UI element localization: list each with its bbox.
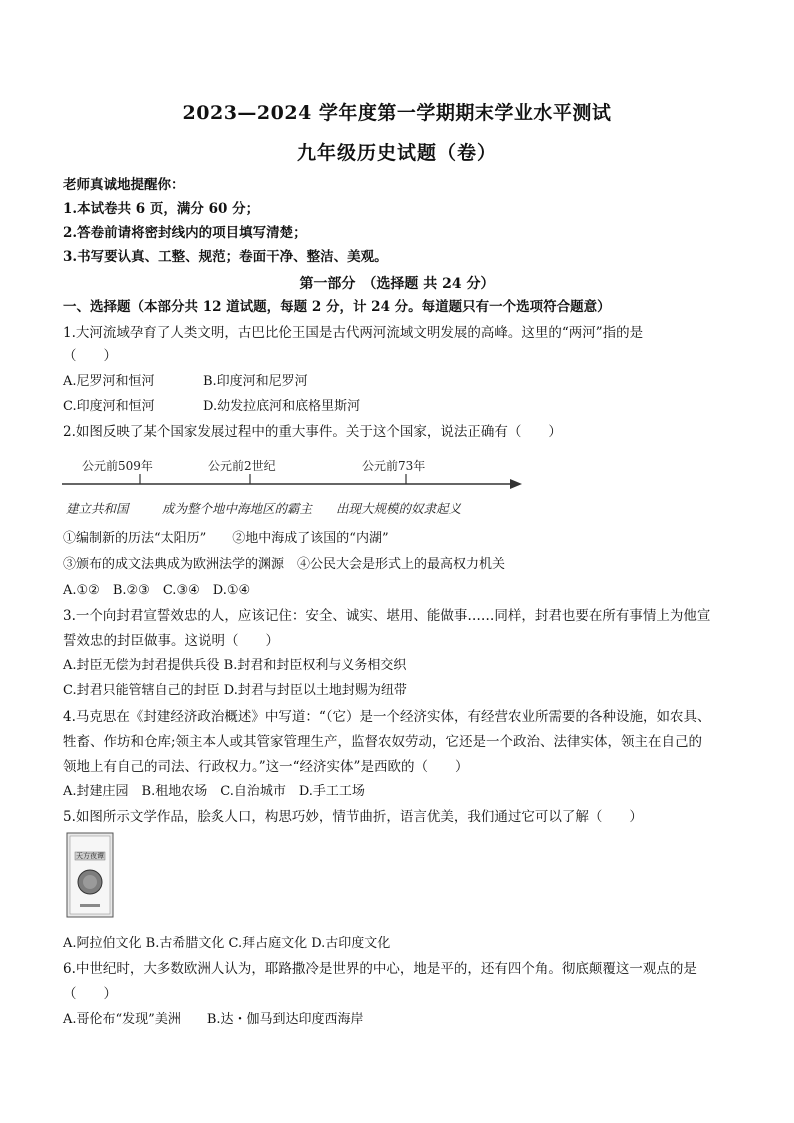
notice-item-3: 3.书写要认真、工整、规范；卷面干净、整洁、美观。 <box>63 249 388 265</box>
q2-statements-2: ③颁布的成文法典成为欧洲法学的渊源 ④公民大会是形式上的最高权力机关 <box>63 557 506 572</box>
q3-options-ab: A.封臣无偿为封君提供兵役 B.封君和封臣权利与义务相交织 <box>63 658 407 673</box>
q6-options: A.哥伦布“发现”美洲 B.达・伽马到达印度西海岸 <box>63 1012 364 1027</box>
timeline-date-3: 公元前73年 <box>362 459 426 473</box>
q1-stem-line1: 1.大河流域孕育了人类文明，古巴比伦王国是古代两河流域文明发展的高峰。这里的“两河”指的是 <box>63 325 644 341</box>
q3-stem-line1: 3.一个向封君宣誓效忠的人，应该记住：安全、诚实、堪用、能做事……同样，封君也要在所有事情上为他宣 <box>63 608 711 624</box>
q4-stem-line2: 牲畜、作坊和仓库;领主本人或其管家管理生产，监督农奴劳动，它还是一个政治、法律实体，领主在自己的 <box>63 734 703 750</box>
notice-item-2: 2.答卷前请将密封线内的项目填写清楚； <box>63 225 307 241</box>
notice-item-1: 1.本试卷共 6 页，满分 60 分； <box>63 201 260 217</box>
q6-stem-line1: 6.中世纪时，大多数欧洲人认为，耶路撒冷是世界的中心，地是平的，还有四个角。彻底颠覆这一观点的是 <box>63 961 697 977</box>
book-cover-image <box>66 832 114 918</box>
timeline-date-1: 公元前509年 <box>82 459 153 473</box>
timeline-event-2: 成为整个地中海地区的霸主 <box>162 501 313 516</box>
q3-stem-line2: 誓效忠的封臣做事。这说明（ ） <box>63 633 279 649</box>
q1-option-a: A.尼罗河和恒河 <box>63 374 155 389</box>
q5-options: A.阿拉伯文化 B.古希腊文化 C.拜占庭文化 D.古印度文化 <box>63 936 391 951</box>
timeline-date-2: 公元前2世纪 <box>208 459 276 473</box>
q4-stem-line3: 领地上有自己的司法、行政权力。”这一“经济实体”是西欧的（ ） <box>63 759 469 775</box>
q4-options: A.封建庄园 B.租地农场 C.自治城市 D.手工工场 <box>63 784 365 799</box>
q2-timeline <box>60 455 530 521</box>
q2-statements-1: ①编制新的历法“太阳历” ②地中海成了该国的“内湖” <box>63 531 389 546</box>
notice-heading: 老师真诚地提醒你： <box>63 177 185 193</box>
q1-option-c: C.印度河和恒河 <box>63 399 155 414</box>
exam-title: 2023—2024 学年度第一学期期末学业水平测试 <box>182 102 612 124</box>
q2-options: A.①② B.②③ C.③④ D.①④ <box>63 583 251 598</box>
q6-stem-line2: （ ） <box>63 986 117 1002</box>
book-cover-drawing <box>66 832 114 918</box>
section-title: 一、选择题（本部分共 12 道试题，每题 2 分，计 24 分。每道题只有一个选项符合题意） <box>63 299 611 315</box>
q2-stem: 2.如图反映了某个国家发展过程中的重大事件。关于这个国家，说法正确有（ ） <box>63 424 562 440</box>
q5-stem: 5.如图所示文学作品，脍炙人口，构思巧妙，情节曲折，语言优美，我们通过它可以了解（ ） <box>63 809 643 825</box>
q1-option-b: B.印度河和尼罗河 <box>203 374 308 389</box>
timeline-event-3: 出现大规模的奴隶起义 <box>336 501 462 516</box>
exam-subtitle: 九年级历史试题（卷） <box>296 142 497 164</box>
q4-stem-line1: 4.马克思在《封建经济政治概述》中写道：“（它）是一个经济实体，有经营农业所需要的各种设施，如农具、 <box>63 709 711 725</box>
q1-stem-line2: （ ） <box>63 348 117 364</box>
timeline-event-1: 建立共和国 <box>66 501 129 516</box>
q1-option-d: D.幼发拉底河和底格里斯河 <box>203 399 361 414</box>
part-title: 第一部分 （选择题 共 24 分） <box>299 276 495 292</box>
book-cover-title: 天方夜谭 <box>76 852 104 860</box>
q3-options-cd: C.封君只能管辖自己的封臣 D.封君与封臣以土地封赐为纽带 <box>63 683 407 698</box>
